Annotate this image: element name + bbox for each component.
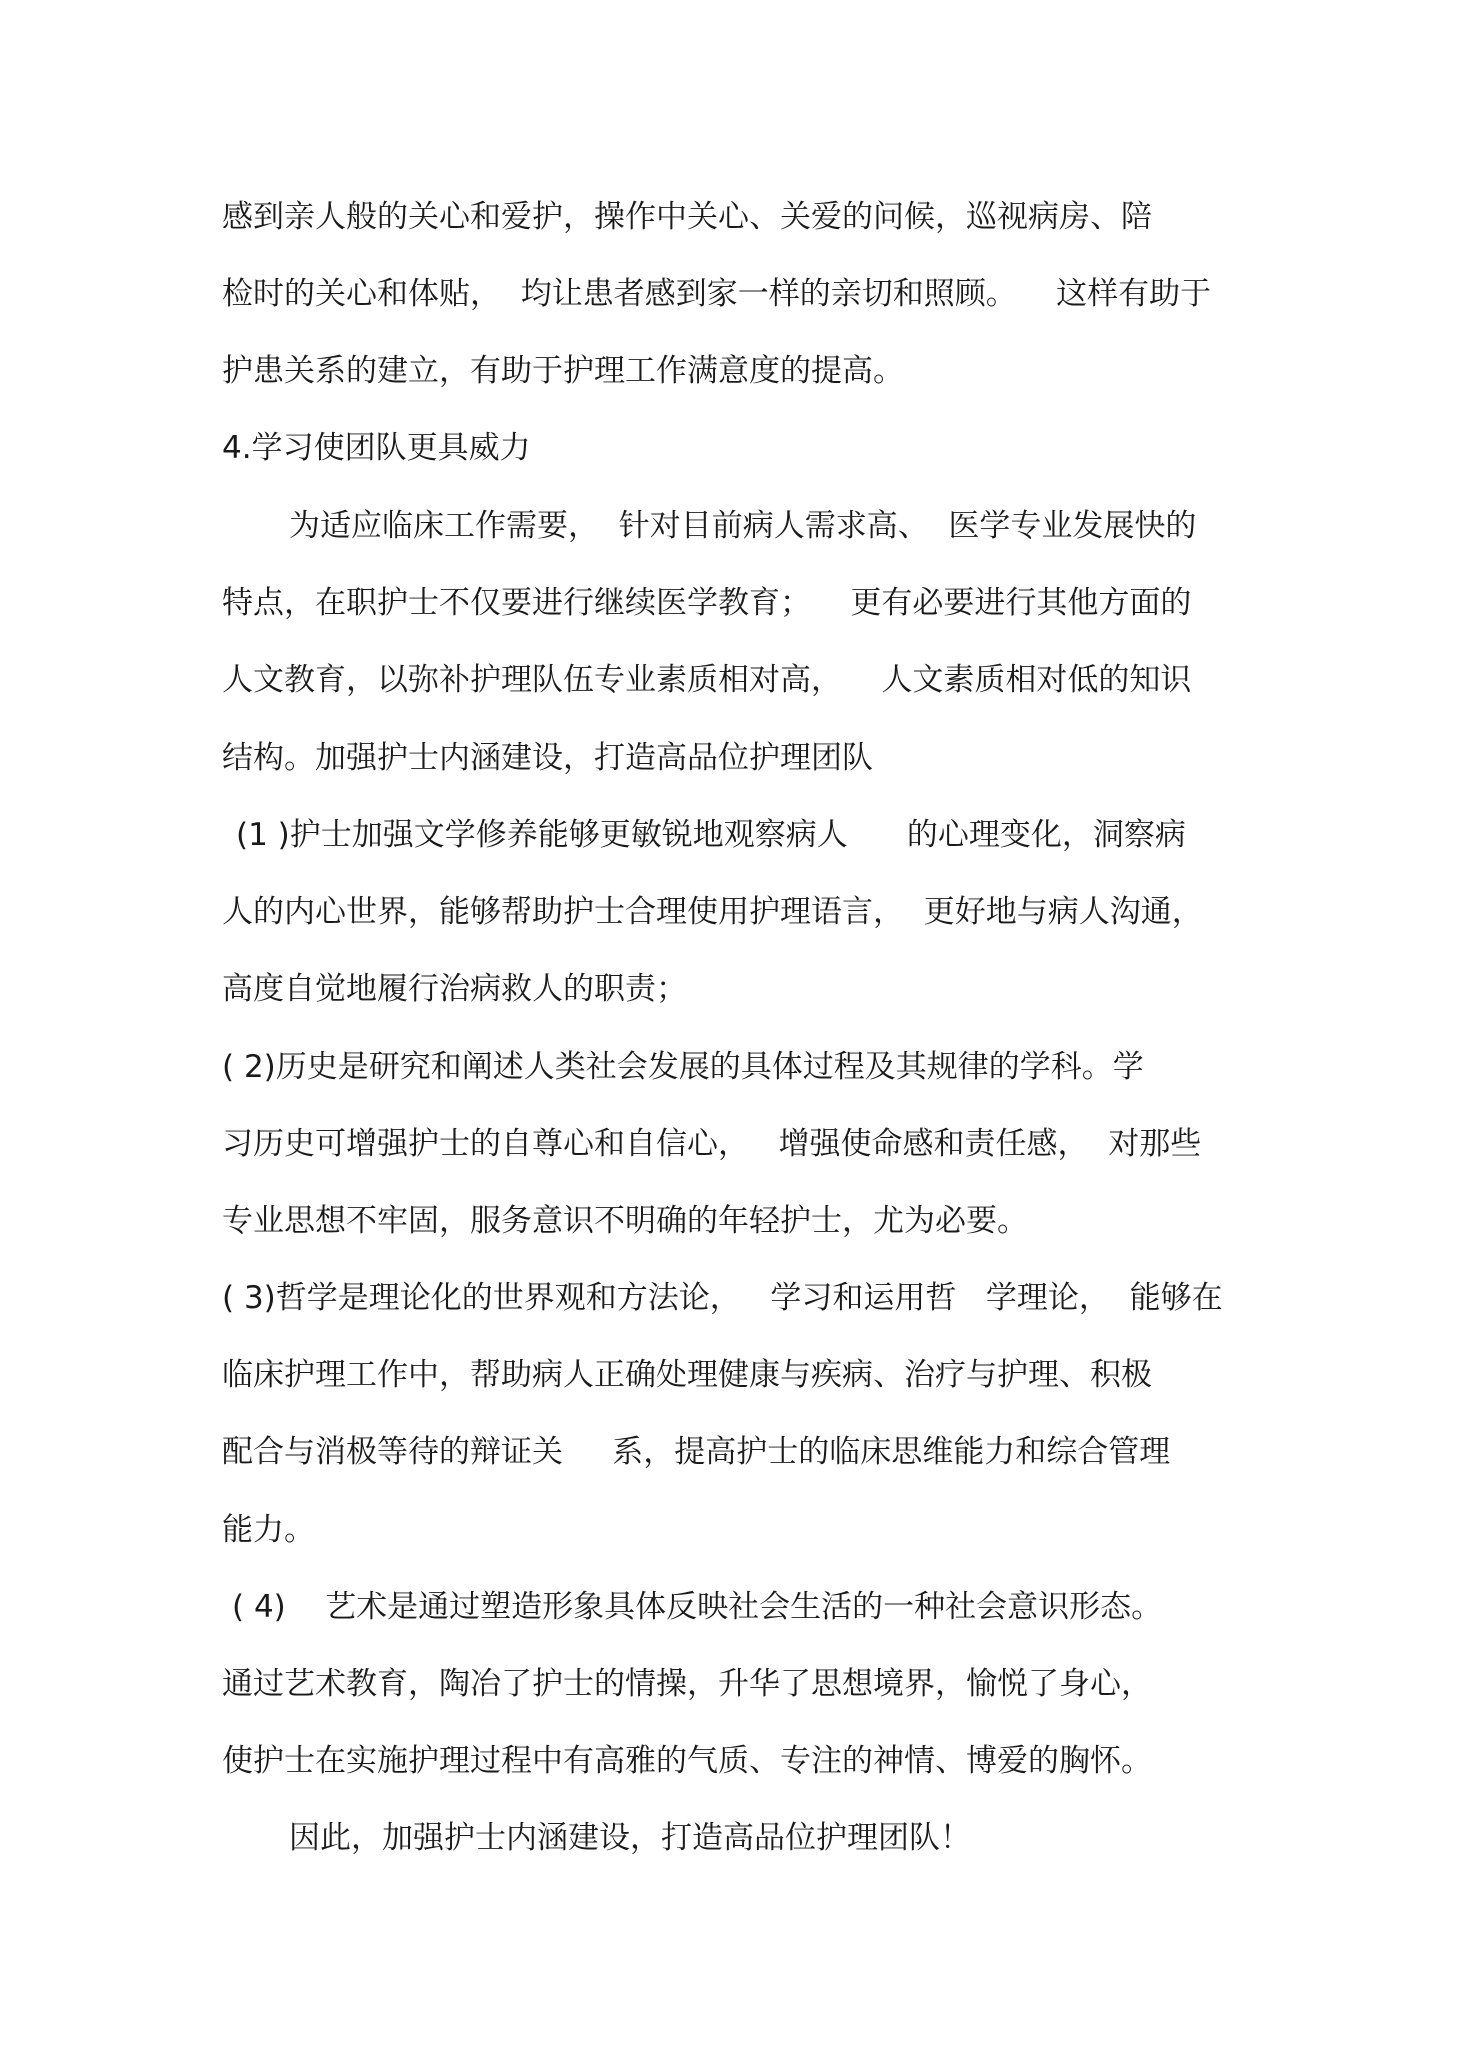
text-line: 使护士在实施护理过程中有高雅的气质、专注的神情、博爱的胸怀。 (222, 1743, 1152, 1779)
text-line: 检时的关心和体贴， 均让患者感到家一样的亲切和照顾。 这样有助于 (222, 276, 1212, 312)
text-line: 高度自觉地履行治病救人的职责； (222, 971, 687, 1007)
text-line: 专业思想不牢固，服务意识不明确的年轻护士，尤为必要。 (222, 1203, 1028, 1239)
paragraph-first-line: 为适应临床工作需要， 针对目前病人需求高、 医学专业发展快的 (289, 508, 1197, 544)
closing-line: 因此，加强护士内涵建设，打造高品位护理团队！ (289, 1820, 971, 1856)
text-line: 结构。加强护士内涵建设，打造高品位护理团队 (222, 740, 873, 776)
section-heading: 4.学习使团队更具威力 (222, 430, 531, 466)
list-item-4-first-line: ( 4) 艺术是通过塑造形象具体反映社会生活的一种社会意识形态。 (232, 1589, 1163, 1625)
list-item-1-first-line: (1 )护士加强文学修养能够更敏锐地观察病人 的心理变化，洞察病 (236, 817, 1186, 853)
text-line: 习历史可增强护士的自尊心和自信心， 增强使命感和责任感， 对那些 (222, 1126, 1202, 1162)
text-line: 通过艺术教育，陶冶了护士的情操，升华了思想境界，愉悦了身心， (222, 1666, 1152, 1702)
text-line: 临床护理工作中，帮助病人正确处理健康与疾病、治疗与护理、积极 (222, 1357, 1152, 1393)
text-line: 配合与消极等待的辩证关 系，提高护士的临床思维能力和综合管理 (222, 1434, 1171, 1470)
text-line: 人文教育，以弥补护理队伍专业素质相对高， 人文素质相对低的知识 (222, 662, 1192, 698)
text-line: 能力。 (222, 1512, 315, 1548)
text-line: 感到亲人般的关心和爱护，操作中关心、关爱的问候，巡视病房、陪 (222, 199, 1152, 235)
list-item-2-first-line: ( 2)历史是研究和阐述人类社会发展的具体过程及其规律的学科。学 (222, 1049, 1144, 1085)
text-line: 护患关系的建立，有助于护理工作满意度的提高。 (222, 353, 904, 389)
list-item-3-first-line: ( 3)哲学是理论化的世界观和方法论， 学习和运用哲 学理论， 能够在 (222, 1280, 1223, 1316)
text-line: 人的内心世界，能够帮助护士合理使用护理语言， 更好地与病人沟通， (222, 894, 1203, 930)
text-line: 特点，在职护士不仅要进行继续医学教育； 更有必要进行其他方面的 (222, 585, 1192, 621)
